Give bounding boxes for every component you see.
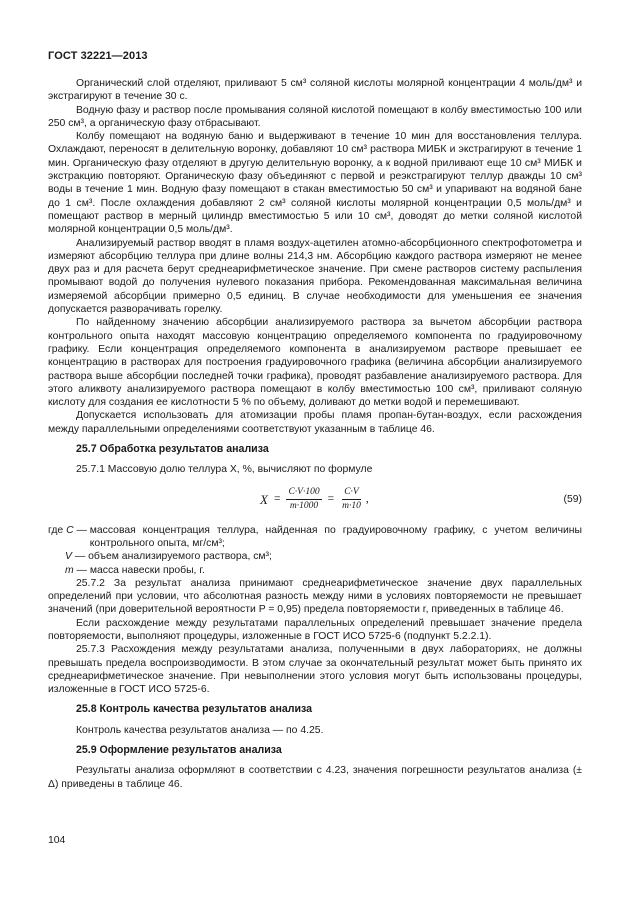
section-heading-25-8: 25.8 Контроль качества результатов анализа [76, 703, 312, 716]
definition-symbol: V [65, 551, 72, 563]
paragraph: Если расхождение между результатами параллельных определений превышает значение предела повторяемости, выполняют процедуры, изложенные в ГОСТ ИСО 5725-6 (подпункт 5.2.2.1). [48, 617, 582, 642]
paragraph: По найденному значению абсорбции анализируемого раствора за вычетом абсорбции раствора контрольного опыта находят массовую концентрацию определяемого компонента по градуировочному графику. Если концентрация определяемого компонента в анализируемом растворе превышает ее концентрацию в растворах для построения градуировочного графика (величина абсорбции анализируемого раствора выше абсорбции последней точки графика), проводят разбавление анализируемого раствора. Для этого аликвоту анализируемого раствора помещают в колбу вместимостью 100 см³, приливают соляную кислоту для создания ее кислотности 5 % по объему, доливают до метки водой и перемешивают. [48, 317, 582, 409]
paragraph: Допускается использовать для атомизации пробы пламя пропан-бутан-воздух, если расхождения между параллельными определениями соответствуют указанным в таблице 46. [48, 410, 582, 435]
formula-equals: = [327, 492, 335, 505]
section-heading-25-9: 25.9 Оформление результатов анализа [76, 744, 282, 757]
formula-fraction-2 [340, 487, 363, 512]
paragraph: Водную фазу и раствор после промывания соляной кислотой помещают в колбу вместимостью 100 или 250 см³, а органическую фазу отбрасывают. [48, 104, 582, 129]
formula-tail: , [365, 492, 369, 505]
definition-v [48, 550, 582, 563]
section-heading-25-7: 25.7 Обработка результатов анализа [76, 443, 269, 456]
document-body [48, 77, 582, 791]
definition-c [48, 524, 582, 551]
definition-text: массовая концентрация теллура, найденная по градуировочному графику, с учетом величины контрольного опыта, мг/см³; [89, 524, 582, 549]
paragraph: 25.7.3 Расхождения между результатами анализа, полученными в двух лабораториях, не должны превышать предела воспроизводимости. В этом случае за окончательный результат может быть принято их среднеарифметическое значение. При невыполнении этого условия могут быть использованы процедуры, изложенные в ГОСТ ИСО 5725-6. [48, 644, 582, 696]
formula-expression [260, 483, 369, 517]
paragraph: Органический слой отделяют, приливают 5 см³ соляной кислоты молярной концентрации 4 моль/дм³ и экстрагируют в течение 30 с. [48, 78, 582, 103]
definition-dash: — [71, 551, 89, 563]
formula-variable: X [260, 491, 268, 507]
definition-symbol: C [66, 524, 74, 536]
fraction-denominator: m·1000 [289, 501, 319, 512]
paragraph: Анализируемый раствор вводят в пламя воздух-ацетилен атомно-абсорбционного спектрофотометра и измеряют абсорбцию теллура при длине волны 214,3 нм. Абсорбцию каждого раствора измеряют не менее двух раз и для расчета берут среднеарифметическое значение. При смене растворов систему распыления промывают водой до получения нулевого показания прибора. Рекомендованная максимальная величина измеряемой абсорбции примерно 0,5 единиц. В случае необходимости для уменьшения ее значения допускается разворачивать горелку. [48, 237, 582, 316]
paragraph: Колбу помещают на водяную баню и выдерживают в течение 10 мин для восстановления теллура. Охлаждают, переносят в делительную воронку, добавляют 10 см³ раствора МИБК и экстрагируют в течение 1 мин. Органическую фазу отделяют в другую делительную воронку, а к водной приливают еще 10 см³ МИБК и экстракцию повторяют. Органическую фазу объединяют с первой и реэкстрагируют теллур дважды 10 см³ воды в течение 1 мин. Водную фазу помещают в стакан вместимостью 50 см³ и упаривают на водяной бане до 1 см³. После охлаждения добавляют 2 см³ соляной кислоты молярной концентрации 0,5 моль/дм³ и помещают раствор в мерный цилиндр вместимостью 5 или 10 см³, доводят до метки соляной кислотой молярной концентрации 0,5 моль/дм³. [48, 131, 582, 236]
page-number: 104 [48, 835, 66, 846]
definition-dash: — [73, 524, 90, 536]
paragraph: 25.7.2 За результат анализа принимают среднеарифметическое значение двух параллельных определений при условии, что абсолютная разность между ними в условиях повторяемости не превышает значений (при доверительной вероятности P = 0,95) предела повторяемости r, приведенных в таблице 46. [48, 577, 582, 616]
definition-dash: — [73, 564, 90, 576]
formula-equals: = [273, 492, 281, 505]
paragraph: 25.7.1 Массовую долю теллура X, %, вычисляют по формуле [76, 464, 373, 476]
definition-text: масса навески пробы, г. [89, 564, 205, 576]
fraction-numerator: C·V·100 [286, 487, 321, 500]
paragraph: Контроль качества результатов анализа — по 4.25. [76, 724, 324, 736]
formula-number: (59) [563, 493, 582, 505]
formula-59 [48, 483, 582, 517]
paragraph: Результаты анализа оформляют в соответствии с 4.23, значения погрешности результатов анализа (± Δ) приведены в таблице 46. [48, 765, 582, 790]
fraction-denominator: m·10 [342, 501, 361, 512]
definition-m [48, 564, 582, 577]
definition-text: объем анализируемого раствора, см³; [88, 551, 272, 563]
definition-symbol: m [65, 564, 74, 576]
formula-fraction-1 [286, 487, 321, 512]
definition-where: где [48, 524, 64, 536]
page-header-standard-number: ГОСТ 32221—2013 [48, 50, 148, 62]
fraction-numerator: C·V [342, 487, 361, 500]
